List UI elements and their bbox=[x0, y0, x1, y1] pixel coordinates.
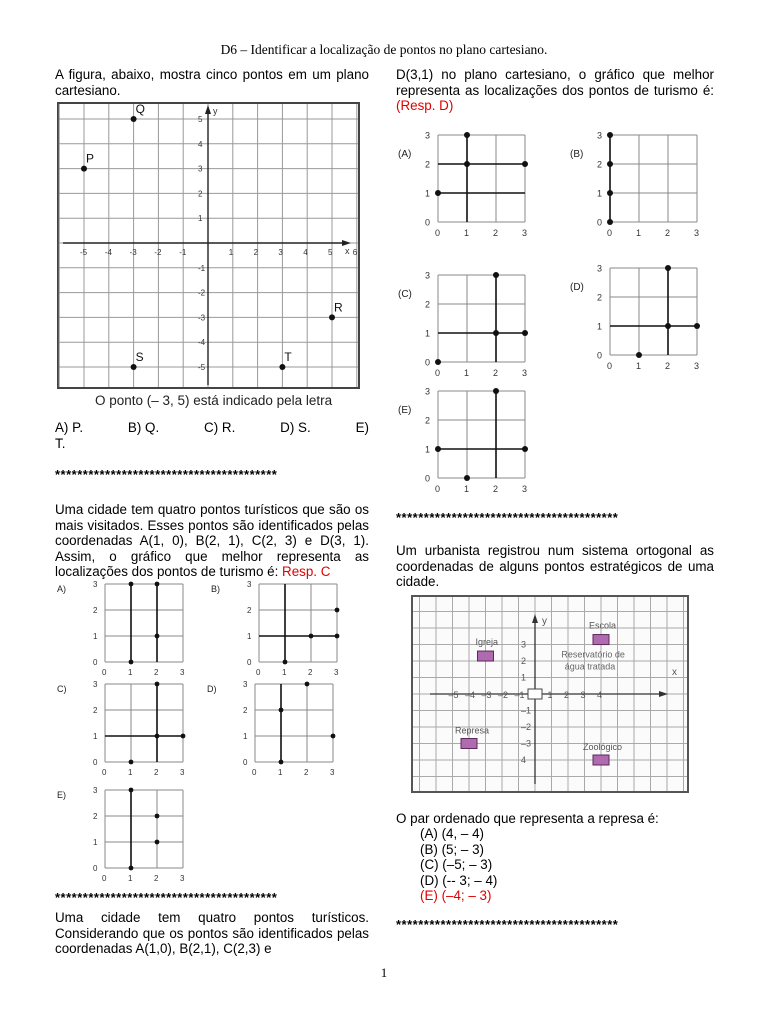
q3-graph-1-label: (B) bbox=[570, 149, 584, 160]
q4-x-tick: 3 bbox=[580, 690, 586, 700]
q3-graph-2-x-tick: 3 bbox=[522, 368, 528, 378]
q4-option-e[interactable]: (E) (–4; – 3) bbox=[420, 888, 492, 903]
q2-graph-3-y-tick: 1 bbox=[243, 732, 248, 741]
q3-graph-3-y-tick: 3 bbox=[597, 263, 603, 274]
q4-y-tick: –1 bbox=[521, 705, 532, 716]
q2-graph-1-point bbox=[283, 660, 288, 665]
q3-graph-0-y-tick: 2 bbox=[425, 159, 431, 170]
q3-graph-0-point bbox=[435, 190, 441, 196]
q4-option-c[interactable]: (C) (–5; – 3) bbox=[420, 857, 493, 872]
point-label-s: S bbox=[135, 350, 144, 364]
q2-graph-3-y-tick: 0 bbox=[243, 758, 248, 767]
q2-graph-2-y-tick: 1 bbox=[93, 732, 98, 741]
q1-x-tick: -5 bbox=[80, 248, 88, 257]
q2-graph-2-y-tick: 2 bbox=[93, 706, 98, 715]
q3-graph-4-point bbox=[522, 446, 528, 452]
q2-graph-0-point bbox=[155, 634, 160, 639]
q3-graph-1-x-tick: 2 bbox=[665, 228, 671, 238]
q1-y-tick: -4 bbox=[198, 338, 206, 348]
reservatorio-label-2: água tratada bbox=[564, 661, 616, 672]
q4-origin-box bbox=[528, 689, 542, 699]
represa-marker bbox=[461, 739, 477, 749]
q3-graph-0-point bbox=[464, 132, 470, 138]
point-label-q: Q bbox=[135, 102, 145, 116]
q3-graph-4-y-tick: 2 bbox=[425, 415, 431, 426]
q3-graph-2-point bbox=[435, 359, 441, 365]
q3-graph-4-label: (E) bbox=[398, 405, 412, 416]
q2-graph-3-point bbox=[279, 760, 284, 765]
q3-graph-0-y-tick: 0 bbox=[425, 217, 431, 228]
q2-graph-0-y-tick: 1 bbox=[93, 632, 98, 641]
q3-graph-1-y-tick: 3 bbox=[597, 130, 603, 141]
q3-graph-4-x-tick: 2 bbox=[493, 484, 499, 494]
q4-y-tick: 2 bbox=[521, 656, 527, 666]
q2-graph-4-x-tick: 2 bbox=[154, 874, 159, 883]
q2-graph-2-y-tick: 0 bbox=[93, 758, 98, 767]
q3-graph-1-y-tick: 1 bbox=[597, 188, 603, 199]
q2-graph-0-y-tick: 3 bbox=[93, 580, 98, 589]
q1-y-tick: 1 bbox=[198, 214, 203, 224]
q2-graph-0-y-tick: 2 bbox=[93, 606, 98, 615]
q4-y-tick: 1 bbox=[521, 672, 527, 683]
q1-option-e[interactable]: E) bbox=[355, 420, 369, 435]
q3-text-left: Uma cidade tem quatro pontos turísticos. Considerando que os pontos são identificados pelas coordenadas A(1,0), B(2,1), C(2,3) e bbox=[55, 910, 369, 956]
q4-city-map bbox=[410, 594, 690, 794]
q2-graph-2-label: C) bbox=[57, 684, 67, 694]
q3-graph-0-y-tick: 3 bbox=[425, 130, 431, 141]
q3-graphs bbox=[396, 125, 716, 500]
q2-graph-4-x-tick: 0 bbox=[102, 874, 107, 883]
q3-graph-2-point bbox=[522, 330, 528, 336]
q3-graph-2-y-tick: 1 bbox=[425, 328, 431, 339]
q3-graph-1-point bbox=[607, 161, 613, 167]
q2-graph-2-x-tick: 2 bbox=[154, 768, 159, 777]
q2-graph-0-point bbox=[155, 582, 160, 587]
q2-graph-4-x-tick: 1 bbox=[128, 874, 133, 883]
q2-graph-1-point bbox=[335, 634, 340, 639]
q1-y-tick: -3 bbox=[198, 313, 206, 323]
q2-statement: Uma cidade tem quatro pontos turísticos que são os mais visitados. Esses pontos são identificados pelas coordenadas A(1, 0), B(2, 1), C(2, 3) e D(3, 1). Assim, o gráfico que melhor representa as localizações dos pontos de turismo é: bbox=[55, 502, 369, 579]
q2-graph-4-y-tick: 3 bbox=[93, 786, 98, 795]
q3-graph-0-x-tick: 3 bbox=[522, 228, 528, 238]
q2-graph-4-point bbox=[155, 840, 160, 845]
q3-graph-4-x-tick: 3 bbox=[522, 484, 528, 494]
q2-graph-1-y-tick: 1 bbox=[247, 632, 252, 641]
q3-graph-3-point bbox=[636, 352, 642, 358]
q4-option-a[interactable]: (A) (4, – 4) bbox=[420, 826, 484, 841]
q2-graph-2-point bbox=[155, 734, 160, 739]
q2-graph-2-x-tick: 0 bbox=[102, 768, 107, 777]
igreja-marker bbox=[478, 651, 494, 661]
q3-graph-4-y-tick: 3 bbox=[425, 386, 431, 397]
q2-graph-0-point bbox=[129, 660, 134, 665]
q3-graph-0-y-tick: 1 bbox=[425, 188, 431, 199]
escola-label: Escola bbox=[589, 620, 617, 631]
q2-graph-4-y-tick: 1 bbox=[93, 838, 98, 847]
q2-graph-1-point bbox=[335, 608, 340, 613]
q3-answer: (Resp. D) bbox=[396, 98, 454, 113]
q3-graph-2-x-tick: 1 bbox=[464, 368, 470, 378]
igreja-label: Igreja bbox=[475, 637, 499, 648]
q3-text-right bbox=[396, 67, 714, 114]
q3-graph-1-x-tick: 3 bbox=[694, 228, 700, 238]
q3-graph-1-y-tick: 2 bbox=[597, 159, 603, 170]
q3-graph-2-point bbox=[493, 272, 499, 278]
q1-option-c[interactable]: C) R. bbox=[204, 420, 236, 435]
q3-graph-3-y-tick: 2 bbox=[597, 292, 603, 303]
q1-y-tick: -1 bbox=[198, 263, 206, 273]
q3-graph-4-point bbox=[435, 446, 441, 452]
q2-graph-4-point bbox=[155, 814, 160, 819]
q1-x-tick: 2 bbox=[253, 248, 259, 257]
q2-graph-0-x-tick: 3 bbox=[180, 668, 185, 677]
q3-graph-4-x-tick: 0 bbox=[435, 484, 441, 494]
y-axis-arrow bbox=[205, 105, 211, 114]
q3-graph-1-x-tick: 1 bbox=[636, 228, 642, 238]
q1-options-row bbox=[55, 420, 369, 436]
separator-3: **************************************** bbox=[396, 510, 619, 525]
q3-graph-1-y-tick: 0 bbox=[597, 217, 603, 228]
q2-graph-1-x-tick: 0 bbox=[256, 668, 261, 677]
q1-y-tick: -5 bbox=[198, 363, 206, 372]
q1-x-tick: -1 bbox=[179, 248, 187, 257]
q4-option-b[interactable]: (B) (5; – 3) bbox=[420, 841, 484, 857]
q1-options bbox=[55, 420, 369, 451]
q4-x-tick: –5 bbox=[448, 690, 459, 700]
point-s bbox=[131, 364, 137, 370]
q4-y-tick: 3 bbox=[521, 639, 527, 650]
q1-x-tick: 1 bbox=[228, 248, 234, 257]
separator-4: **************************************** bbox=[396, 917, 619, 932]
point-label-p: P bbox=[86, 151, 95, 166]
q3-graph-3-point bbox=[665, 323, 671, 329]
q4-option-d[interactable]: (D) (-- 3; – 4) bbox=[420, 872, 498, 888]
q2-graph-4-point bbox=[129, 788, 134, 793]
q1-x-tick: -3 bbox=[129, 248, 137, 257]
q3-graph-3-x-tick: 0 bbox=[607, 361, 613, 371]
q3-graph-3-x-tick: 3 bbox=[694, 361, 700, 371]
q3-graph-4-x-tick: 1 bbox=[464, 484, 470, 494]
q3-graph-3-label: (D) bbox=[570, 282, 584, 293]
q1-option-d[interactable]: D) S. bbox=[280, 420, 311, 435]
q1-y-tick: -2 bbox=[198, 288, 206, 298]
point-t bbox=[279, 364, 285, 370]
q4-y-tick: 4 bbox=[521, 755, 527, 765]
q2-graph-3-point bbox=[331, 734, 336, 739]
q2-graph-1-label: B) bbox=[211, 584, 220, 594]
y-axis-label: y bbox=[213, 106, 218, 116]
q2-answer: Resp. C bbox=[282, 564, 331, 579]
q4-y-tick: –2 bbox=[521, 722, 532, 732]
q3-graph-2-label: (C) bbox=[398, 289, 412, 300]
escola-marker bbox=[593, 635, 609, 645]
q2-graph-0-point bbox=[129, 582, 134, 587]
q3-graph-0-point bbox=[464, 161, 470, 167]
q2-graph-2-point bbox=[181, 734, 186, 739]
q3-graph-2-y-tick: 2 bbox=[425, 299, 431, 310]
q1-y-tick: 5 bbox=[198, 115, 203, 124]
q4-x-tick: –2 bbox=[498, 690, 509, 700]
q2-graph-0-label: A) bbox=[57, 584, 66, 594]
q4-x-tick: –3 bbox=[481, 690, 492, 700]
q3-graph-3-x-tick: 1 bbox=[636, 361, 642, 371]
q2-graph-4-point bbox=[129, 866, 134, 871]
q4-x-tick: 4 bbox=[597, 690, 603, 700]
q4-x-tick: 1 bbox=[547, 690, 553, 700]
q2-graph-2-point bbox=[129, 760, 134, 765]
q4-text: Um urbanista registrou num sistema ortogonal as coordenadas de alguns pontos estratégicos de uma cidade. bbox=[396, 543, 714, 589]
q3-graph-0-x-tick: 2 bbox=[493, 228, 499, 238]
q3-graph-4-y-tick: 1 bbox=[425, 444, 431, 455]
q1-option-e-value: T. bbox=[55, 435, 66, 451]
q3-graph-1-point bbox=[607, 190, 613, 196]
q3-graph-2-y-tick: 0 bbox=[425, 357, 431, 368]
q2-graph-3-label: D) bbox=[207, 684, 217, 694]
q3-graph-4-y-tick: 0 bbox=[425, 473, 431, 484]
q2-graph-3-point bbox=[279, 708, 284, 713]
q2-graph-2-x-tick: 1 bbox=[128, 768, 133, 777]
q2-graph-1-x-tick: 1 bbox=[282, 668, 287, 677]
zoologico-marker bbox=[593, 755, 609, 765]
point-label-t: T bbox=[284, 350, 292, 364]
q1-option-b[interactable]: B) Q. bbox=[127, 420, 160, 435]
represa-label: Represa bbox=[455, 725, 490, 736]
q2-graph-0-x-tick: 0 bbox=[102, 668, 107, 677]
page-number: 1 bbox=[380, 965, 388, 980]
q3-graph-3-point bbox=[665, 265, 671, 271]
q1-cartesian-figure bbox=[55, 100, 367, 412]
q2-graph-1-y-tick: 2 bbox=[247, 606, 252, 615]
q2-graph-1-x-tick: 3 bbox=[334, 668, 339, 677]
q3-graph-4-point bbox=[493, 388, 499, 394]
q4-x-tick: –4 bbox=[465, 690, 476, 700]
q2-graph-0-x-tick: 2 bbox=[154, 668, 159, 677]
q2-graph-1-x-tick: 2 bbox=[308, 668, 313, 677]
q1-y-tick: 3 bbox=[198, 164, 203, 174]
q2-graph-3-x-tick: 1 bbox=[278, 768, 283, 777]
point-label-r: R bbox=[334, 300, 343, 315]
q4-y-tick: –3 bbox=[521, 738, 532, 749]
q2-graph-4-y-tick: 2 bbox=[93, 812, 98, 821]
reservatorio-label-1: Reservatório de bbox=[561, 649, 625, 660]
q3-graph-3-point bbox=[694, 323, 700, 329]
q1-x-tick: 4 bbox=[303, 248, 308, 257]
point-p bbox=[81, 166, 87, 172]
q1-option-a[interactable]: A) P. bbox=[55, 420, 84, 435]
q3-graph-3-x-tick: 2 bbox=[665, 361, 671, 371]
q2-graph-2-x-tick: 3 bbox=[180, 768, 185, 777]
q3-graph-2-x-tick: 0 bbox=[435, 368, 441, 378]
q2-graph-3-y-tick: 2 bbox=[243, 706, 248, 715]
q2-graph-3-x-tick: 3 bbox=[330, 768, 335, 777]
q2-graph-0-y-tick: 0 bbox=[93, 658, 98, 667]
q3-graph-2-y-tick: 3 bbox=[425, 270, 431, 281]
page-title: D6 – Identificar a localização de pontos no plano cartesiano. bbox=[220, 42, 548, 57]
q1-caption: O ponto (– 3, 5) está indicado pela letra bbox=[95, 393, 333, 408]
q3-graph-1-x-tick: 0 bbox=[607, 228, 613, 238]
q3-graph-0-point bbox=[522, 161, 528, 167]
q1-x-tick: 6 bbox=[352, 248, 358, 257]
q1-y-tick: 2 bbox=[198, 189, 203, 199]
q2-graphs bbox=[55, 578, 365, 883]
q3-graph-1-point bbox=[607, 219, 613, 225]
q3-graph-2-point bbox=[493, 330, 499, 336]
q1-x-tick: 3 bbox=[278, 248, 283, 257]
q3-graph-0-x-tick: 0 bbox=[435, 228, 441, 238]
separator-1: **************************************** bbox=[55, 467, 278, 482]
q2-graph-3-point bbox=[305, 682, 310, 687]
q2-graph-3-x-tick: 0 bbox=[252, 768, 257, 777]
q1-x-tick: 5 bbox=[328, 248, 333, 257]
q4-question: O par ordenado que representa a represa é: bbox=[396, 811, 659, 826]
q3-graph-0-label: (A) bbox=[398, 149, 412, 160]
q2-graph-1-point bbox=[309, 634, 314, 639]
q2-graph-0-x-tick: 1 bbox=[128, 668, 133, 677]
q2-graph-4-y-tick: 0 bbox=[93, 864, 98, 873]
q1-y-tick: 4 bbox=[198, 139, 203, 149]
q2-graph-4-x-tick: 3 bbox=[180, 874, 185, 883]
q1-text: A figura, abaixo, mostra cinco pontos em um plano cartesiano. bbox=[55, 67, 369, 98]
q3-graph-0-x-tick: 1 bbox=[464, 228, 470, 238]
q2-graph-4-label: E) bbox=[57, 790, 66, 800]
q3-graph-3-y-tick: 1 bbox=[597, 321, 603, 332]
q3-graph-3-y-tick: 0 bbox=[597, 350, 603, 361]
q4-x-tick: 2 bbox=[564, 690, 570, 700]
q4-y-axis-label: y bbox=[542, 616, 547, 627]
q2-text bbox=[55, 502, 369, 580]
q4-options bbox=[420, 826, 497, 904]
q2-graph-2-y-tick: 3 bbox=[93, 680, 98, 689]
q1-x-tick: -2 bbox=[154, 248, 162, 257]
separator-2: **************************************** bbox=[55, 890, 278, 905]
x-axis-label: x bbox=[345, 246, 350, 256]
q3-statement: D(3,1) no plano cartesiano, o gráfico que melhor representa as localizações dos pontos de turismo é: bbox=[396, 67, 714, 98]
q2-graph-1-y-tick: 3 bbox=[247, 580, 252, 589]
q2-graph-3-x-tick: 2 bbox=[304, 768, 309, 777]
q1-x-tick: -4 bbox=[104, 248, 112, 257]
zoologico-label: Zoológico bbox=[583, 742, 623, 752]
q4-x-tick: –1 bbox=[514, 690, 525, 700]
point-r bbox=[329, 314, 335, 320]
q3-graph-1-point bbox=[607, 132, 613, 138]
q2-graph-3-y-tick: 3 bbox=[243, 680, 248, 689]
q2-graph-1-y-tick: 0 bbox=[247, 658, 252, 667]
q3-graph-2-x-tick: 2 bbox=[493, 368, 499, 378]
q4-x-axis-label: x bbox=[672, 667, 677, 678]
point-q bbox=[131, 116, 137, 122]
q3-graph-4-point bbox=[464, 475, 470, 481]
q2-graph-2-point bbox=[155, 682, 160, 687]
